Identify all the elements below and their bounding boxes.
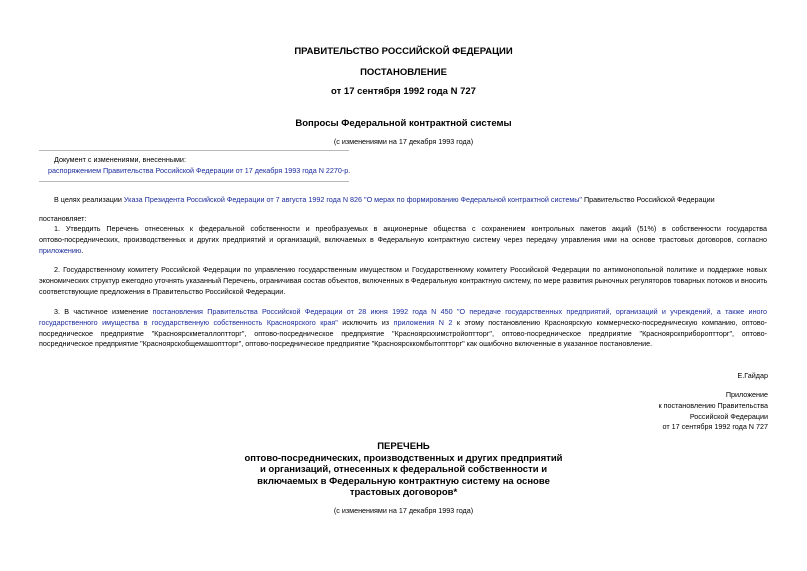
presidential-decree-link[interactable]: Указа Президента Российской Федерации от 7 августа 1992 года N 826 "О мерах по формированию Федеральной контрактной системы" [123,195,582,204]
signature: Е.Гайдар [737,371,768,380]
list-line-1: оптово-посреднических, производственных и других предприятий [244,452,563,464]
changes-label: Документ с изменениями, внесенными: [54,155,186,164]
appendix-block [658,390,768,433]
list-title: ПЕРЕЧЕНЬ [377,441,430,452]
doc-type-heading: ПОСТАНОВЛЕНИЕ [360,67,447,78]
appendix-link[interactable]: приложению [39,245,82,255]
document-title: Вопросы Федеральной контрактной системы [295,118,512,129]
government-heading: ПРАВИТЕЛЬСТВО РОССИЙСКОЙ ФЕДЕРАЦИИ [294,46,513,57]
p1-line1: 1. Утвердить Перечень отнесенных к федеральной собственности и преобразуемых в акционерные общества с сохранением контрольных пакетов акций (51%) в собственности государства [54,224,767,233]
appendix-2-link[interactable]: приложения N 2 [393,317,453,327]
p2-line2: экономических структур ежегодно уточнять указанный Перечень, ограничивая состав объектов, включенных в Федеральную контрактную систему, по мере развития рыночных регуляторов товарных потоков и вносить [39,275,767,285]
decree-450-link[interactable]: постановления Правительства Российской Федерации от 28 июня 1992 года N 450 "О передаче государственных предприятий, организаций и учреждений, а также иного [152,307,767,316]
list-amendment-note: (с изменениями на 17 декабря 1993 года) [333,506,474,515]
p3-line2 [39,318,767,329]
list-line-3: включаемых в Федеральную контрактную систему на основе [257,475,550,487]
appendix-line-1: Приложение [725,390,768,399]
date-number-heading: от 17 сентября 1992 года N 727 [331,86,476,97]
amendment-note: (с изменениями на 17 декабря 1993 года) [333,137,474,146]
decree-word: постановляет: [39,214,87,223]
list-heading [0,441,807,499]
appendix-line-2: к постановлению Правительства [658,400,768,410]
p3-line2-rest: к этому постановлению Красноярскую коммерческо-посредническую компанию, оптово- [452,317,767,327]
p2-line3: соответствующие предложения в Правительство Российской Федерации. [39,286,286,296]
p3-mid: исключить из [337,317,394,327]
divider-top [39,150,349,151]
p1-line2: оптово-посреднических, производственных и других предприятий и организаций, включаемых в Федеральную контрактную систему через передачу управления ими на основе трастовых договоров, согласно [39,234,767,244]
paragraph-1 [39,224,767,256]
p3-line1 [39,307,767,318]
changes-link[interactable]: распоряжением Правительства Российской Федерации от 17 декабря 1993 года N 2270-р. [48,166,351,175]
divider-bottom [39,181,349,182]
intro-prefix: В целях реализации [54,195,124,204]
list-line-4: трастовых договоров* [349,487,458,498]
paragraph-3 [39,307,767,350]
decree-450-link-cont[interactable]: государственного имущества в государственную собственность Красноярского края" [39,317,338,327]
p1-end: . [81,245,84,255]
paragraph-2 [39,265,767,297]
p3-line3: посредническое предприятие "Красноярскметаллоптторг", оптово-посредническое предприятие "Красноярскхимстройоптторг", оптово-посредническое предприятие "Красноярскприбороптторг", оптово- [39,328,767,338]
appendix-line-3: Российской Федерации [689,411,768,421]
intro-suffix: Правительство Российской Федерации [581,195,715,204]
p3-line4: посредническое предприятие "Красноярскобщемашоптторг", оптово-посредническое предприятие "Красноярсккомбытоптторг" как ошибочно включенные в указанное постановление. [39,339,653,349]
p2-line1: 2. Государственному комитету Российской Федерации по управлению государственным имуществом и Государственному комитету Российской Федерации по антимонопольной политике и поддержке новых [54,265,767,274]
appendix-line-4: от 17 сентября 1992 года N 727 [662,422,768,432]
p3-start: 3. В частичное изменение [54,307,153,316]
intro-paragraph [54,195,774,204]
list-line-2: и организаций, отнесенных к федеральной собственности и [259,464,548,475]
